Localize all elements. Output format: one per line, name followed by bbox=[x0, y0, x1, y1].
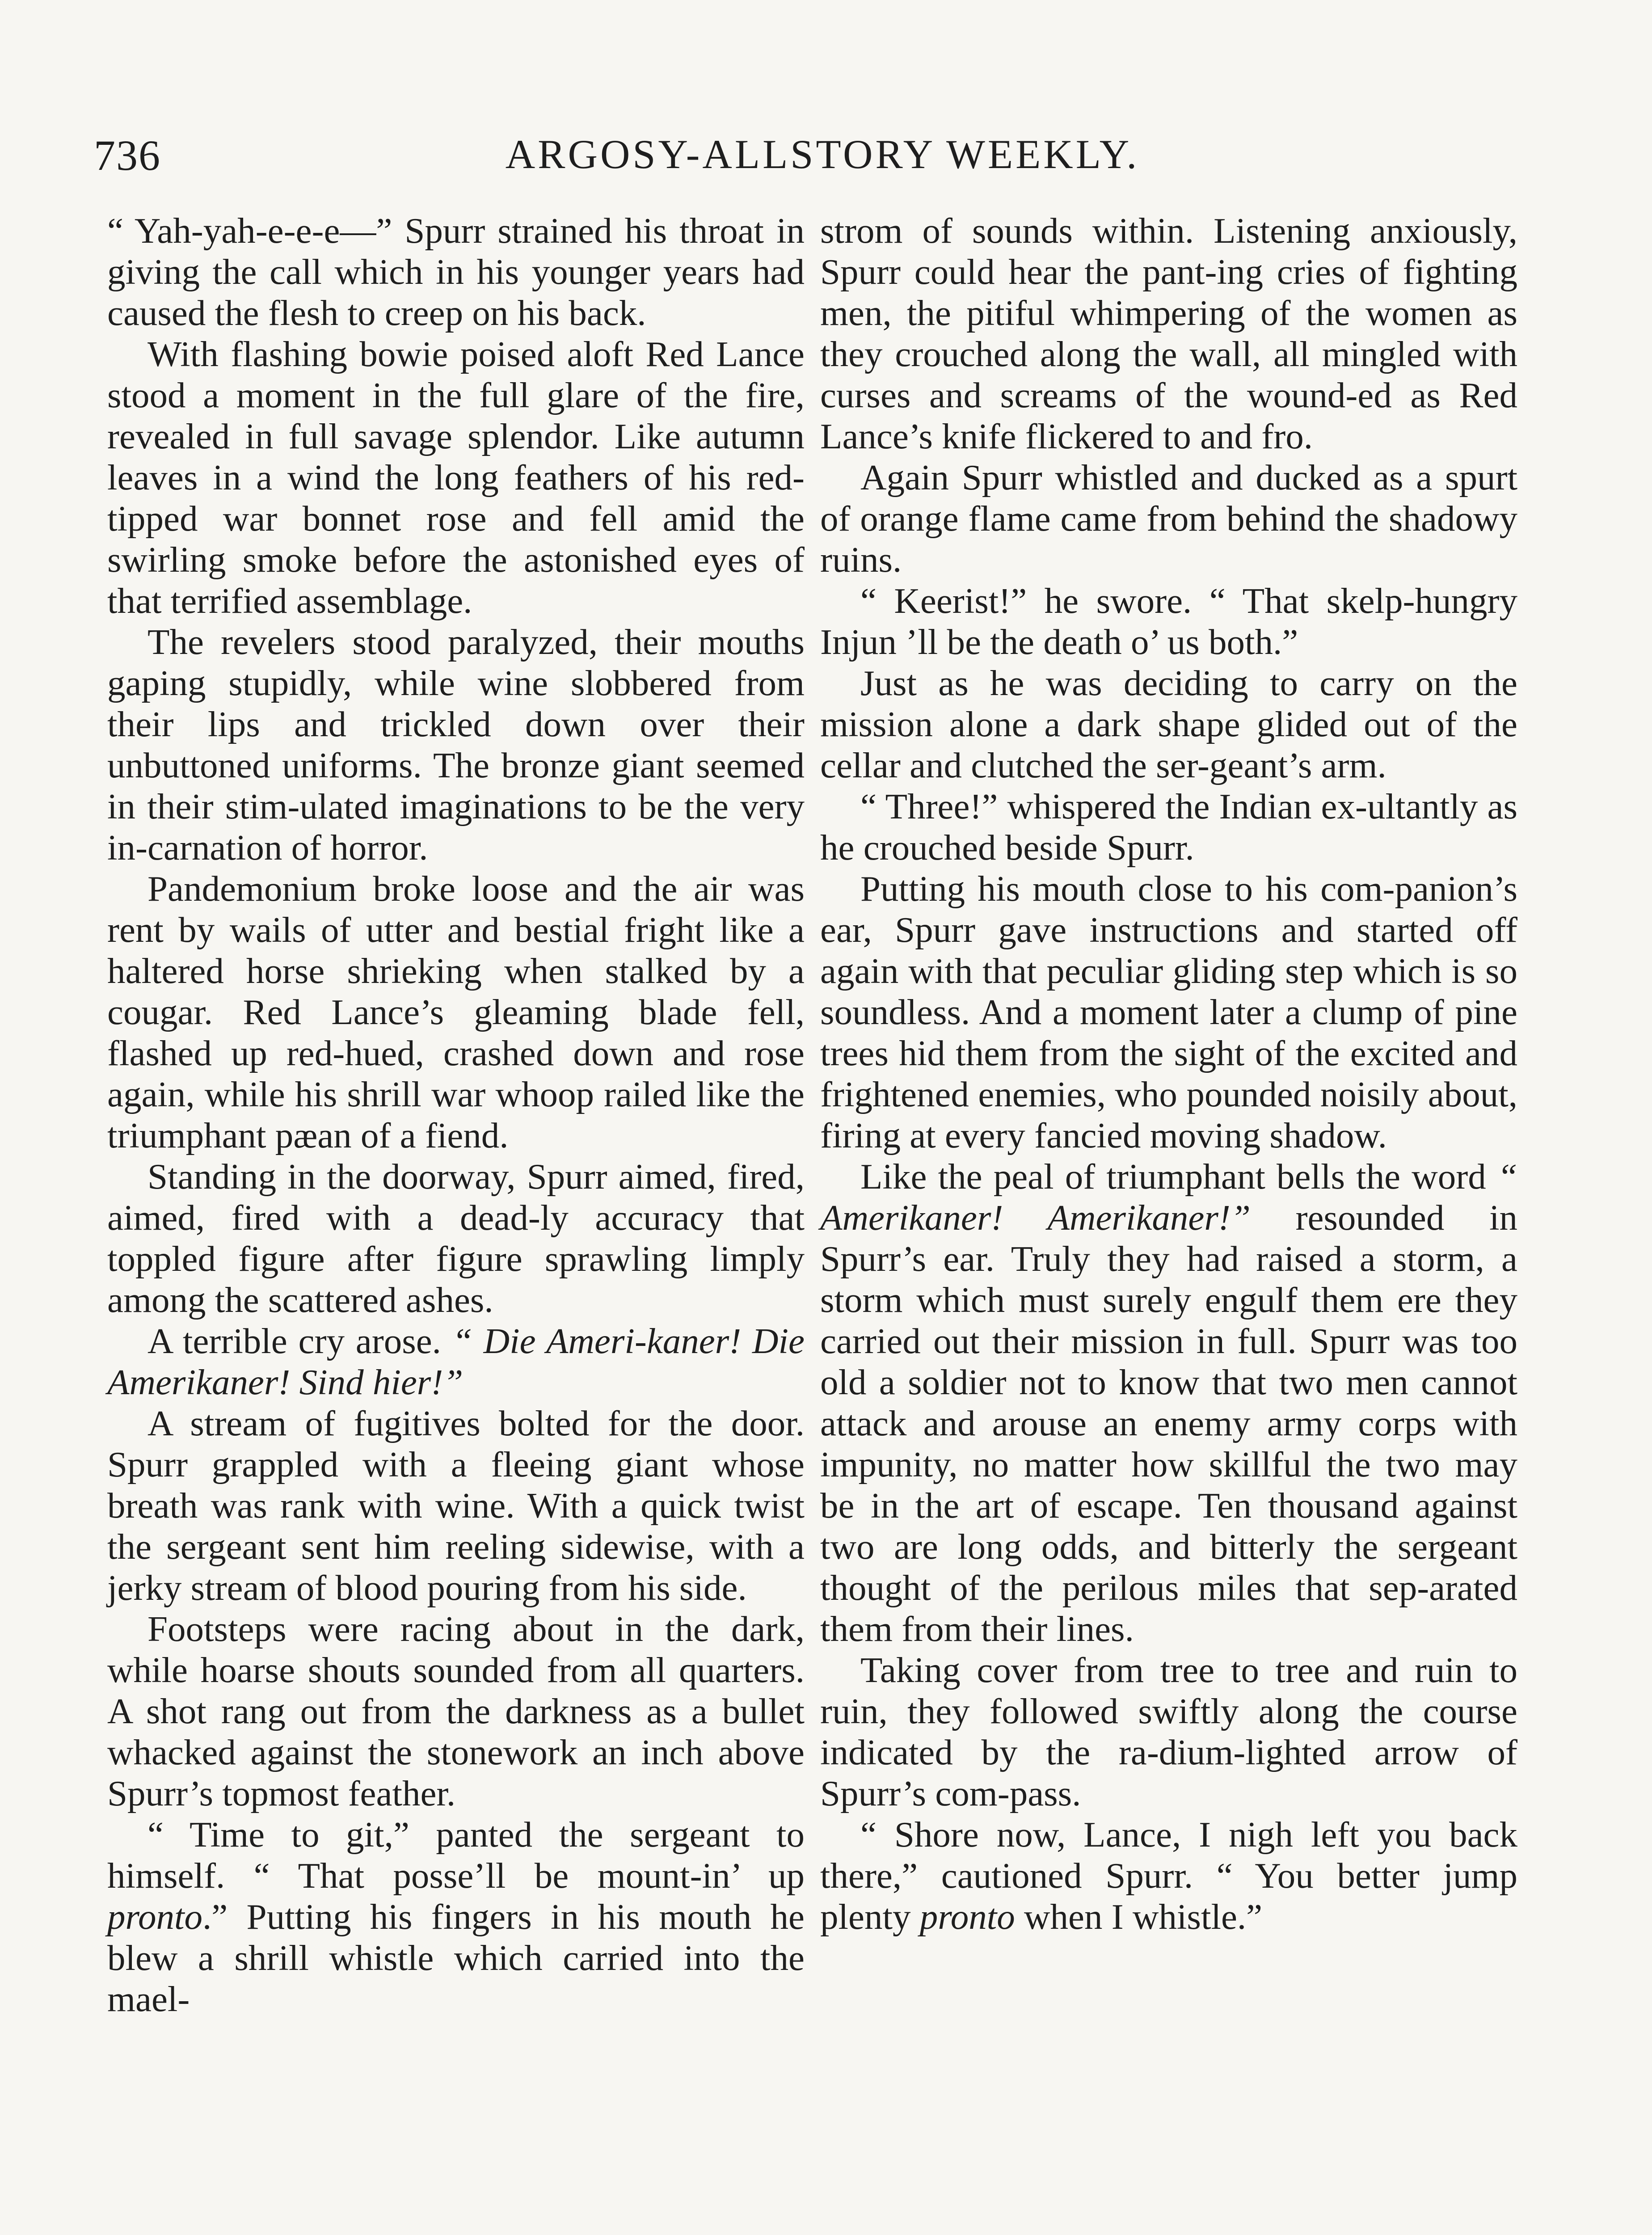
paragraph: Pandemonium broke loose and the air was rent by wails of utter and bestial fright like a haltered horse shrieking when stalked by a cougar. Red Lance’s gleaming blade fell, flashed up red-hued, crashed down and rose again, while his shrill war whoop railed like the triumphant pæan of a fiend. bbox=[107, 869, 805, 1155]
paragraph bbox=[107, 1320, 805, 1403]
page-number: 736 bbox=[94, 131, 161, 179]
german-cry: “ Die Ameri-kaner! Die Amerikaner! Sind hier!” bbox=[107, 1321, 805, 1402]
paragraph-text: A terrible cry arose. bbox=[148, 1321, 452, 1361]
paragraph-text: resounded in Spurr’s ear. Truly they had raised a storm, a storm which must surely engulf them ere they carried out their mission in full. Spurr was too old a soldier not to know that two men cannot attack and arouse an enemy army corps with impunity, no matter how skillful the two may be in the art of escape. Ten thousand against two are long odds, and bitterly the sergeant thought of the perilous miles that sep-arated them from their lines. bbox=[820, 1198, 1517, 1649]
running-head: ARGOSY-ALLSTORY WEEKLY. bbox=[505, 131, 1140, 177]
paragraph: Putting his mouth close to his com-panion’s ear, Spurr gave instructions and started off again with that peculiar gliding step which is so soundless. And a moment later a clump of pine trees hid them from the sight of the excited and frightened enemies, who pounded noisily about, firing at every fancied moving shadow. bbox=[820, 869, 1517, 1155]
paragraph: Taking cover from tree to tree and ruin to ruin, they followed swiftly along the course indicated by the ra-dium-lighted arrow of Spurr’s com-pass. bbox=[820, 1650, 1517, 1813]
paragraph: “ Yah-yah-e-e-e—” Spurr strained his throat in giving the call which in his younger years had caused the flesh to creep on his back. bbox=[107, 211, 805, 333]
italic-word: “ Amerikaner! Amerikaner!” bbox=[820, 1156, 1517, 1238]
paragraph: Standing in the doorway, Spurr aimed, fired, aimed, fired with a dead-ly accuracy that toppled figure after figure sprawling limply among the scattered ashes. bbox=[107, 1156, 805, 1320]
text-column-right bbox=[820, 210, 1517, 1937]
italic-word: pronto bbox=[919, 1897, 1015, 1937]
paragraph: With flashing bowie poised aloft Red Lance stood a moment in the full glare of the fire, revealed in full savage splendor. Like autumn leaves in a wind the long feathers of his red-tipped war bonnet rose and fell amid the swirling smoke before the astonished eyes of that terrified assemblage. bbox=[107, 334, 805, 621]
paragraph: The revelers stood paralyzed, their mouths gaping stupidly, while wine slobbered from their lips and trickled down over their unbuttoned uniforms. The bronze giant seemed in their stim-ulated imaginations to be the very in-carnation of horror. bbox=[107, 622, 805, 868]
paragraph-text: when I whistle.” bbox=[1015, 1897, 1263, 1937]
page-header bbox=[89, 131, 1555, 184]
paragraph: Just as he was deciding to carry on the mission alone a dark shape glided out of the cellar and clutched the ser-geant’s arm. bbox=[820, 663, 1517, 785]
paragraph: Footsteps were racing about in the dark, while hoarse shouts sounded from all quarters. A shot rang out from the darkness as a bullet whacked against the stonework an inch above Spurr’s topmost feather. bbox=[107, 1609, 805, 1813]
paragraph: “ Three!” whispered the Indian ex-ultantly as he crouched beside Spurr. bbox=[820, 786, 1517, 868]
paragraph bbox=[820, 1156, 1517, 1649]
paragraph bbox=[107, 1814, 805, 2020]
paragraph: strom of sounds within. Listening anxiously, Spurr could hear the pant-ing cries of fighting men, the pitiful whimpering of the women as they crouched along the wall, all mingled with curses and screams of the wound-ed as Red Lance’s knife flickered to and fro. bbox=[820, 211, 1517, 456]
paragraph: “ Keerist!” he swore. “ That skelp-hungry Injun ’ll be the death o’ us both.” bbox=[820, 581, 1517, 662]
paragraph-text: .” Putting his fingers in his mouth he blew a shrill whistle which carried into the mael- bbox=[107, 1897, 805, 2019]
paragraph bbox=[820, 1814, 1517, 1937]
paragraph-text: Like the peal of triumphant bells the word bbox=[860, 1156, 1497, 1197]
paragraph-text: “ Shore now, Lance, I nigh left you back there,” cautioned Spurr. “ You better jump plenty bbox=[820, 1814, 1517, 1937]
paragraph: A stream of fugitives bolted for the door. Spurr grappled with a fleeing giant whose breath was rank with wine. With a quick twist the sergeant sent him reeling sidewise, with a jerky stream of blood pouring from his side. bbox=[107, 1403, 805, 1608]
text-column-left bbox=[107, 210, 805, 2020]
italic-word: pronto bbox=[107, 1897, 203, 1937]
paragraph-text: “ Time to git,” panted the sergeant to himself. “ That posse’ll be mount-in’ up bbox=[107, 1814, 805, 1896]
paragraph: Again Spurr whistled and ducked as a spurt of orange flame came from behind the shadowy ruins. bbox=[820, 457, 1517, 580]
